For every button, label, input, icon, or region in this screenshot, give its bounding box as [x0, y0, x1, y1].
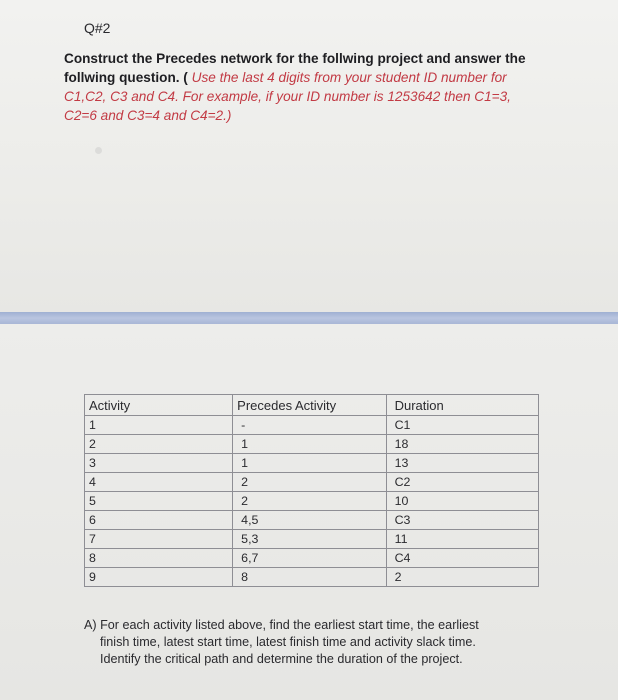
- intro-student-id-note: Use the last 4 digits from your student ID number for C1,C2, C3 and C4. For example, if your ID number is 1253642 then C1=3, C2=6 and C3=4 and C4=2.): [64, 70, 511, 123]
- question-a-line-1: A) For each activity listed above, find the earliest start time, the earliest: [84, 618, 479, 632]
- page-top-region: [0, 0, 618, 312]
- cell-duration: 10: [386, 492, 538, 511]
- cell-activity: 5: [85, 492, 233, 511]
- question-number: Q#2: [84, 20, 111, 36]
- question-a: [84, 617, 544, 668]
- cell-precedes: 5,3: [233, 530, 386, 549]
- cell-duration: C2: [386, 473, 538, 492]
- table-row: [85, 454, 539, 473]
- cell-precedes: 2: [233, 473, 386, 492]
- cell-duration: 2: [386, 568, 538, 587]
- cell-activity: 1: [85, 416, 233, 435]
- cell-activity: 9: [85, 568, 233, 587]
- cell-duration: C1: [386, 416, 538, 435]
- cell-precedes: 1: [233, 454, 386, 473]
- table-row: [85, 530, 539, 549]
- table-row: [85, 416, 539, 435]
- cell-duration: 13: [386, 454, 538, 473]
- cell-precedes: -: [233, 416, 386, 435]
- cell-precedes: 4,5: [233, 511, 386, 530]
- cell-precedes: 1: [233, 435, 386, 454]
- table-header-row: [85, 395, 539, 416]
- cell-activity: 8: [85, 549, 233, 568]
- header-duration: Duration: [386, 395, 538, 416]
- header-precedes: Precedes Activity: [233, 395, 386, 416]
- intro-instruction: Construct the Precedes network for the follwing project and answer the follwing question. (: [64, 51, 526, 85]
- cell-duration: C3: [386, 511, 538, 530]
- table-row: [85, 435, 539, 454]
- question-intro: [64, 49, 534, 125]
- cell-precedes: 8: [233, 568, 386, 587]
- divider-band: [0, 312, 618, 324]
- question-a-line-2: finish time, latest start time, latest finish time and activity slack time.: [100, 635, 476, 649]
- table-row: [85, 549, 539, 568]
- table-row: [85, 568, 539, 587]
- table-row: [85, 473, 539, 492]
- table-row: [85, 492, 539, 511]
- cell-activity: 7: [85, 530, 233, 549]
- cell-activity: 3: [85, 454, 233, 473]
- cell-activity: 6: [85, 511, 233, 530]
- cell-duration: 18: [386, 435, 538, 454]
- cell-duration: C4: [386, 549, 538, 568]
- cell-activity: 2: [85, 435, 233, 454]
- cell-precedes: 2: [233, 492, 386, 511]
- activity-table: [84, 394, 539, 587]
- cell-precedes: 6,7: [233, 549, 386, 568]
- paper-speck: [95, 147, 102, 154]
- cell-activity: 4: [85, 473, 233, 492]
- question-a-line-3: Identify the critical path and determine the duration of the project.: [100, 652, 463, 666]
- header-activity: Activity: [85, 395, 233, 416]
- cell-duration: 11: [386, 530, 538, 549]
- table-row: [85, 511, 539, 530]
